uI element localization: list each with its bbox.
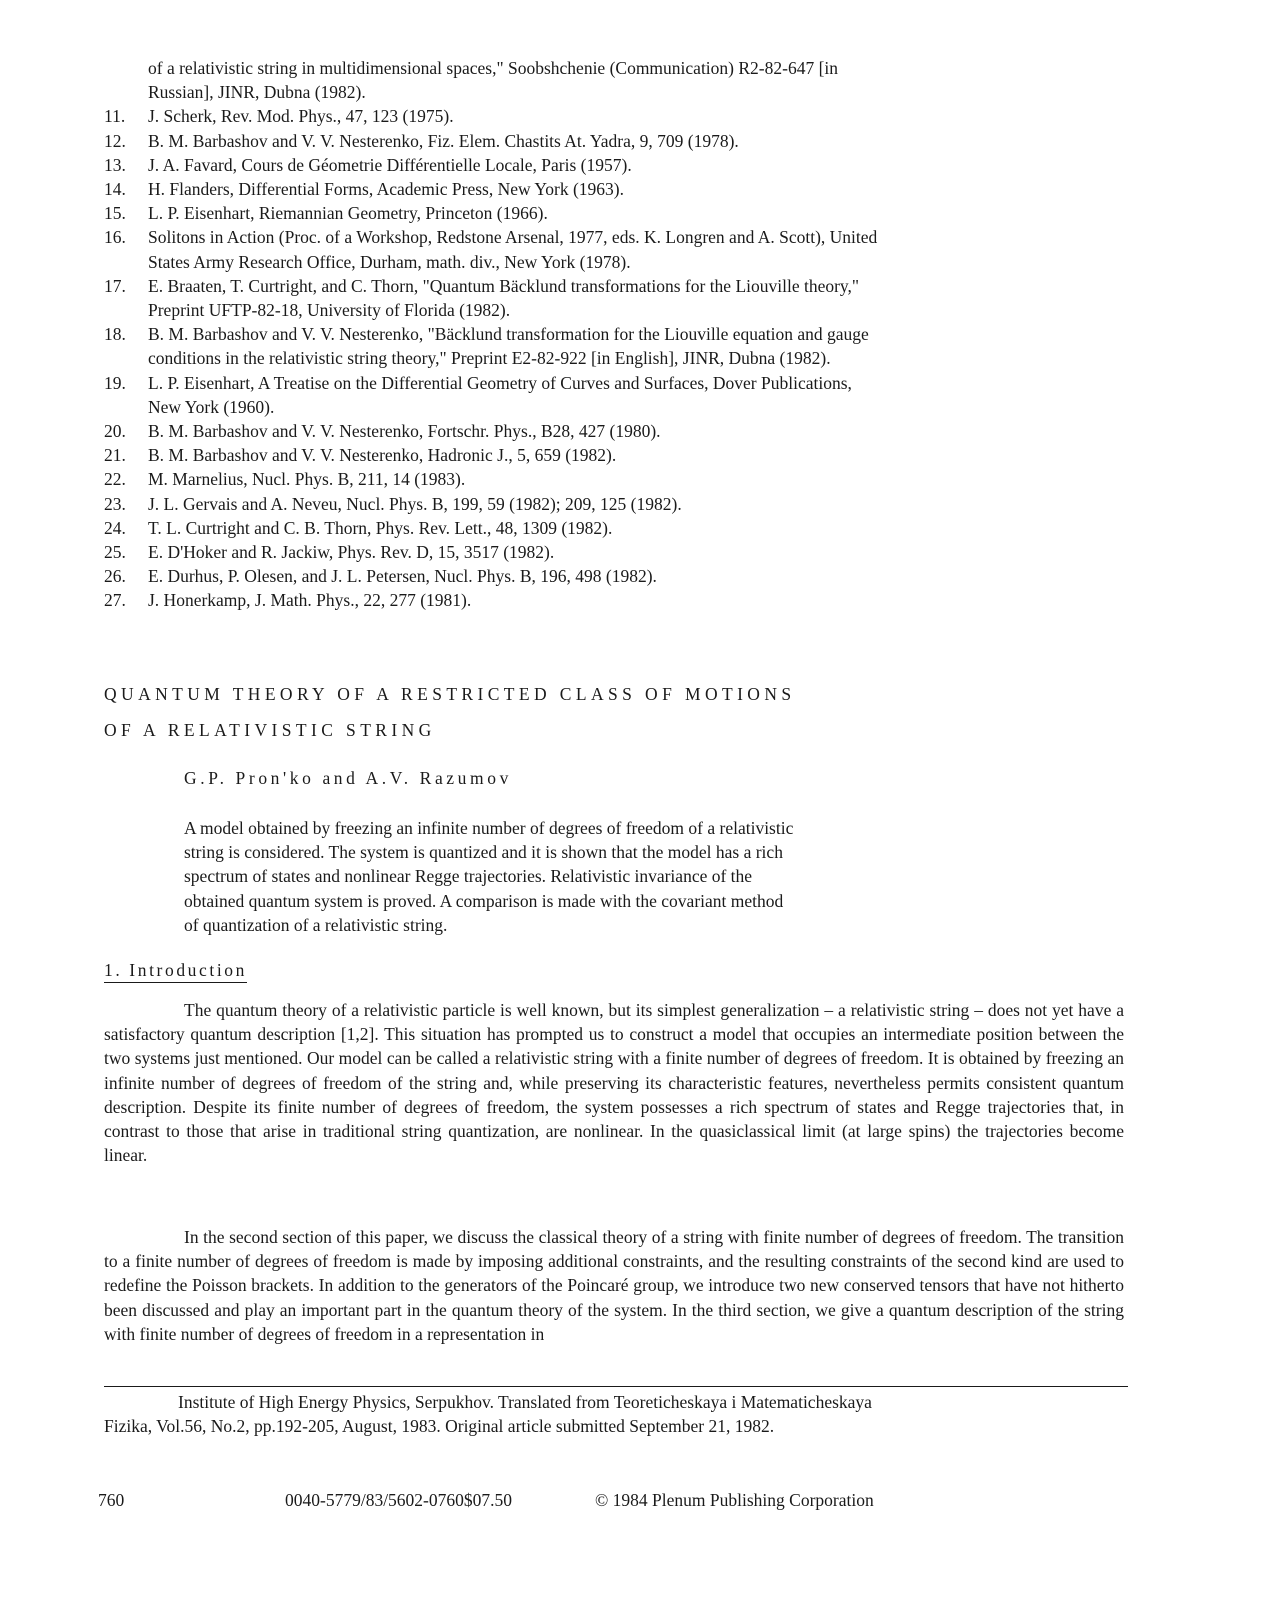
reference-item xyxy=(104,467,1144,491)
reference-line: J. Scherk, Rev. Mod. Phys., 47, 123 (1975). xyxy=(148,106,454,127)
reference-line: T. L. Curtright and C. B. Thorn, Phys. Rev. Lett., 48, 1309 (1982). xyxy=(148,517,613,538)
reference-line: conditions in the relativistic string theory," Preprint E2-82-922 [in English], JINR, Dubna (1982). xyxy=(148,348,831,369)
reference-line: L. P. Eisenhart, A Treatise on the Differential Geometry of Curves and Surfaces, Dover Publications, xyxy=(148,372,852,393)
footnote-divider xyxy=(104,1386,1128,1387)
reference-line: New York (1960). xyxy=(148,396,275,417)
reference-text xyxy=(148,201,1144,225)
reference-number: 14. xyxy=(104,179,126,200)
body-paragraph-2 xyxy=(104,1225,1124,1346)
reference-item xyxy=(104,540,1144,564)
reference-text xyxy=(148,467,1144,491)
reference-line: B. M. Barbashov and V. V. Nesterenko, "Bäcklund transformation for the Liouville equation and gauge xyxy=(148,324,869,345)
reference-number: 17. xyxy=(104,275,126,296)
reference-number: 20. xyxy=(104,421,126,442)
reference-item xyxy=(104,225,1144,273)
article-title-line-2: OF A RELATIVISTIC STRING xyxy=(104,720,436,740)
reference-line: B. M. Barbashov and V. V. Nesterenko, Hadronic J., 5, 659 (1982). xyxy=(148,445,617,466)
paragraph-text: The quantum theory of a relativistic particle is well known, but its simplest generalization – a relativistic string – does not yet have a satisfactory quantum description [1,2]. This situation has prompted us to construct a model that occupies an intermediate position between the two systems just mentioned. Our model can be called a relativistic string with a finite number of degrees of freedom. It is obtained by freezing an infinite number of degrees of freedom of the string and, while preserving its characteristic features, nevertheless permits consistent quantum description. Despite its finite number of degrees of freedom, the system possesses a rich spectrum of states and Regge trajectories that, in contrast to those that arise in traditional string quantization, are nonlinear. In the quasiclassical limit (at large spins) the trajectories become linear. xyxy=(104,1000,1124,1166)
reference-number: 13. xyxy=(104,154,126,175)
reference-line: B. M. Barbashov and V. V. Nesterenko, Fiz. Elem. Chastits At. Yadra, 9, 709 (1978). xyxy=(148,130,739,151)
reference-text xyxy=(148,129,1144,153)
reference-item xyxy=(104,588,1144,612)
reference-number: 25. xyxy=(104,542,126,563)
reference-number: 16. xyxy=(104,227,126,248)
reference-number: 15. xyxy=(104,203,126,224)
reference-item xyxy=(104,153,1144,177)
reference-item xyxy=(104,371,1144,419)
reference-text xyxy=(148,564,1144,588)
reference-number: 27. xyxy=(104,590,126,611)
reference-list xyxy=(104,56,1144,613)
reference-item xyxy=(104,274,1144,322)
reference-continuation-line: of a relativistic string in multidimensional spaces," Soobshchenie (Communication) R2-82-647 [in xyxy=(148,58,839,78)
reference-number: 18. xyxy=(104,324,126,345)
page-number: 760 xyxy=(98,1490,125,1510)
reference-text xyxy=(148,588,1144,612)
reference-text xyxy=(148,540,1144,564)
reference-item xyxy=(104,177,1144,201)
reference-text xyxy=(148,104,1144,128)
reference-items xyxy=(104,104,1144,612)
reference-item xyxy=(104,129,1144,153)
reference-text xyxy=(148,492,1144,516)
abstract-line: A model obtained by freezing an infinite number of degrees of freedom of a relativistic xyxy=(184,818,794,838)
reference-number: 12. xyxy=(104,130,126,151)
reference-continuation-line: Russian], JINR, Dubna (1982). xyxy=(148,82,366,103)
reference-line: E. Braaten, T. Curtright, and C. Thorn, "Quantum Bäcklund transformations for the Liouville theory," xyxy=(148,275,860,296)
reference-line: Solitons in Action (Proc. of a Workshop, Redstone Arsenal, 1977, eds. K. Longren and A. Scott), United xyxy=(148,227,878,248)
footnote-line: Fizika, Vol.56, No.2, pp.192-205, August, 1983. Original article submitted September 21, 1982. xyxy=(104,1416,775,1437)
reference-line: E. Durhus, P. Olesen, and J. L. Petersen, Nucl. Phys. B, 196, 498 (1982). xyxy=(148,566,657,587)
reference-item xyxy=(104,443,1144,467)
reference-line: E. D'Hoker and R. Jackiw, Phys. Rev. D, 15, 3517 (1982). xyxy=(148,542,555,563)
article-title-line-1: QUANTUM THEORY OF A RESTRICTED CLASS OF MOTIONS xyxy=(104,684,796,704)
paragraph-text: In the second section of this paper, we discuss the classical theory of a string with finite number of degrees of freedom. The transition to a finite number of degrees of freedom is made by imposing additional constraints, and the resulting constraints of the second kind are used to redefine the Poisson brackets. In addition to the generators of the Poincaré group, we introduce two new conserved tensors that have not hitherto been discussed and play an important part in the quantum theory of the system. In the third section, we give a quantum description of the string with finite number of degrees of freedom in a representation in xyxy=(104,1227,1124,1344)
reference-number: 21. xyxy=(104,445,126,466)
reference-item xyxy=(104,104,1144,128)
reference-text xyxy=(148,177,1144,201)
reference-line: J. A. Favard, Cours de Géometrie Différentielle Locale, Paris (1957). xyxy=(148,154,632,175)
reference-item xyxy=(104,201,1144,225)
reference-line: H. Flanders, Differential Forms, Academic Press, New York (1963). xyxy=(148,179,624,200)
reference-number: 26. xyxy=(104,566,126,587)
reference-line: J. Honerkamp, J. Math. Phys., 22, 277 (1981). xyxy=(148,590,472,611)
reference-item xyxy=(104,492,1144,516)
reference-line: L. P. Eisenhart, Riemannian Geometry, Princeton (1966). xyxy=(148,203,548,224)
reference-number: 22. xyxy=(104,469,126,490)
reference-text xyxy=(148,371,1144,419)
reference-number: 23. xyxy=(104,493,126,514)
abstract-line: spectrum of states and nonlinear Regge trajectories. Relativistic invariance of the xyxy=(184,866,753,887)
reference-number: 19. xyxy=(104,372,126,393)
footnote xyxy=(104,1390,1128,1438)
reference-text xyxy=(148,322,1144,370)
reference-text xyxy=(148,443,1144,467)
reference-item xyxy=(104,322,1144,370)
abstract-line: of quantization of a relativistic string. xyxy=(184,914,448,935)
reference-text xyxy=(148,419,1144,443)
abstract-line: string is considered. The system is quantized and it is shown that the model has a rich xyxy=(184,842,783,863)
reference-text xyxy=(148,225,1144,273)
abstract-line: obtained quantum system is proved. A comparison is made with the covariant method xyxy=(184,890,784,911)
reference-item xyxy=(104,516,1144,540)
abstract xyxy=(184,816,1014,937)
reference-item xyxy=(104,419,1144,443)
reference-number: 24. xyxy=(104,517,126,538)
reference-text xyxy=(148,516,1144,540)
reference-line: Preprint UFTP-82-18, University of Florida (1982). xyxy=(148,300,511,321)
reference-number: 11. xyxy=(104,106,126,127)
copyright: © 1984 Plenum Publishing Corporation xyxy=(595,1490,874,1510)
price-code: 0040-5779/83/5602-0760$07.50 xyxy=(285,1490,513,1510)
reference-line: M. Marnelius, Nucl. Phys. B, 211, 14 (1983). xyxy=(148,469,466,490)
reference-line: B. M. Barbashov and V. V. Nesterenko, Fortschr. Phys., B28, 427 (1980). xyxy=(148,421,661,442)
reference-text xyxy=(148,153,1144,177)
body-paragraph-1 xyxy=(104,998,1124,1167)
reference-continuation xyxy=(104,56,1144,104)
article-authors: G.P. Pron'ko and A.V. Razumov xyxy=(184,768,512,788)
footnote-line: Institute of High Energy Physics, Serpukhov. Translated from Teoreticheskaya i Matematicheskaya xyxy=(178,1392,872,1412)
reference-text xyxy=(148,274,1144,322)
reference-line: States Army Research Office, Durham, math. div., New York (1978). xyxy=(148,251,631,272)
reference-item xyxy=(104,564,1144,588)
section-heading: 1. Introduction xyxy=(104,960,247,983)
reference-line: J. L. Gervais and A. Neveu, Nucl. Phys. B, 199, 59 (1982); 209, 125 (1982). xyxy=(148,493,682,514)
